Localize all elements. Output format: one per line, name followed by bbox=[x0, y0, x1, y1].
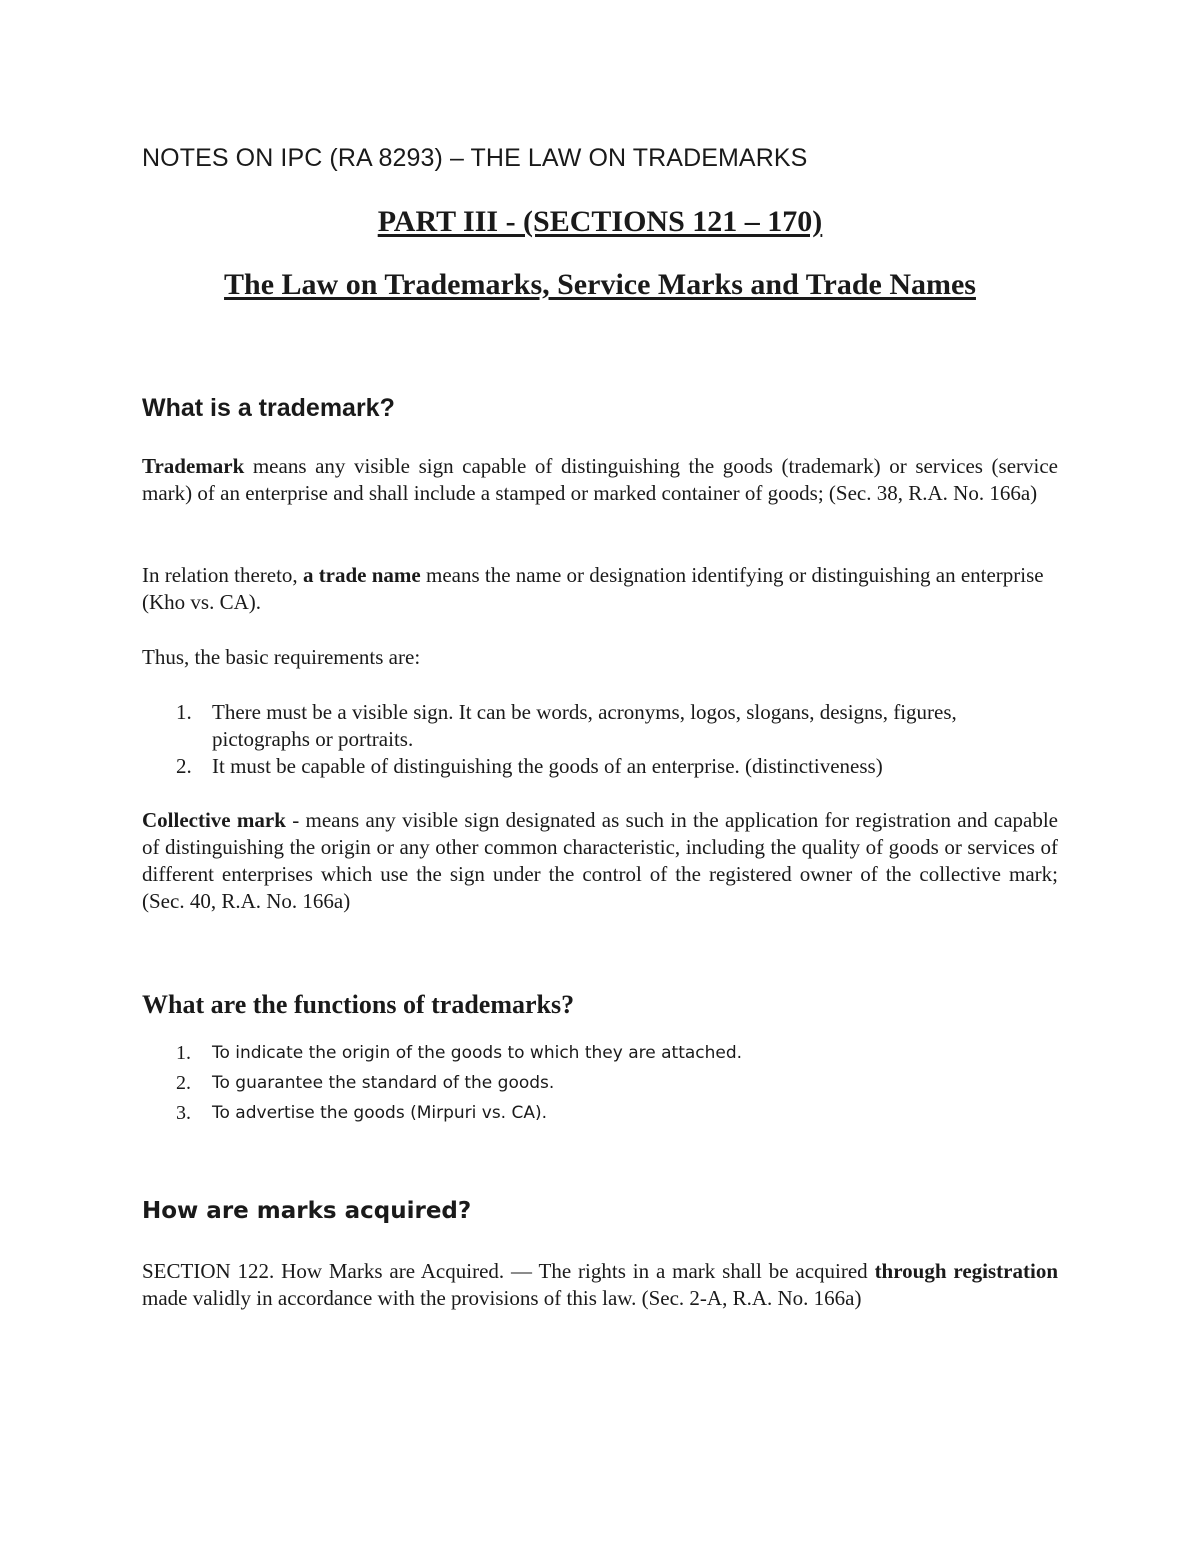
term-collective-mark: Collective mark bbox=[142, 808, 286, 832]
list-item-text: To guarantee the standard of the goods. bbox=[212, 1073, 555, 1093]
list-number: 3. bbox=[176, 1102, 191, 1124]
section-122-text bbox=[142, 1258, 1058, 1312]
term-through-registration: through registration bbox=[874, 1259, 1058, 1283]
trade-name-definition bbox=[142, 562, 1058, 616]
list-item bbox=[142, 1068, 1058, 1098]
heading-functions-of-trademarks: What are the functions of trademarks? bbox=[142, 990, 575, 1019]
section-122-intro: SECTION 122. How Marks are Acquired. — The rights in a mark shall be acquired bbox=[142, 1259, 875, 1283]
section-122-rest: made validly in accordance with the provisions of this law. (Sec. 2-A, R.A. No. 166a) bbox=[142, 1286, 862, 1310]
requirements-intro: Thus, the basic requirements are: bbox=[142, 645, 421, 669]
heading-how-marks-acquired: How are marks acquired? bbox=[142, 1198, 472, 1224]
term-trademark: Trademark bbox=[142, 454, 245, 478]
list-number: 1. bbox=[176, 1042, 191, 1064]
trademark-definition-text: means any visible sign capable of distinguishing the goods (trademark) or services (service mark) of an enterprise and shall include a stamped or marked container of goods; (Sec. 38, R.A. No. 166a) bbox=[142, 454, 1058, 505]
heading-what-is-trademark: What is a trademark? bbox=[142, 394, 395, 422]
list-number: 2. bbox=[176, 754, 192, 778]
list-number: 2. bbox=[176, 1072, 191, 1094]
requirements-list bbox=[142, 699, 1058, 780]
trademark-definition bbox=[142, 453, 1058, 507]
law-title: The Law on Trademarks, Service Marks and Trade Names bbox=[224, 268, 976, 301]
trade-name-intro: In relation thereto, bbox=[142, 563, 303, 587]
term-trade-name: a trade name bbox=[302, 563, 421, 587]
list-item bbox=[142, 699, 1058, 753]
list-number: 1. bbox=[176, 700, 192, 724]
list-item-text: To advertise the goods (Mirpuri vs. CA). bbox=[212, 1103, 548, 1123]
document-header: NOTES ON IPC (RA 8293) – THE LAW ON TRADEMARKS bbox=[142, 144, 808, 172]
list-item-text: To indicate the origin of the goods to which they are attached. bbox=[212, 1043, 743, 1063]
list-item bbox=[142, 1038, 1058, 1068]
list-item-text: There must be a visible sign. It can be words, acronyms, logos, slogans, designs, figures, pictographs or portraits. bbox=[212, 700, 957, 751]
trade-name-definition-text: means the name or designation identifying or distinguishing an enterprise (Kho vs. CA). bbox=[142, 563, 1044, 614]
collective-mark-definition bbox=[142, 807, 1058, 915]
list-item bbox=[142, 1098, 1058, 1128]
collective-mark-definition-text: - means any visible sign designated as such in the application for registration and capable of distinguishing the origin or any other common characteristic, including the quality of goods or services of different enterprises which use the sign under the control of the registered owner of the collective mark; (Sec. 40, R.A. No. 166a) bbox=[142, 808, 1058, 913]
part-title: PART III - (SECTIONS 121 – 170) bbox=[377, 205, 823, 238]
functions-list bbox=[142, 1038, 1058, 1128]
list-item-text: It must be capable of distinguishing the goods of an enterprise. (distinctiveness) bbox=[212, 754, 883, 778]
list-item bbox=[142, 753, 1058, 780]
